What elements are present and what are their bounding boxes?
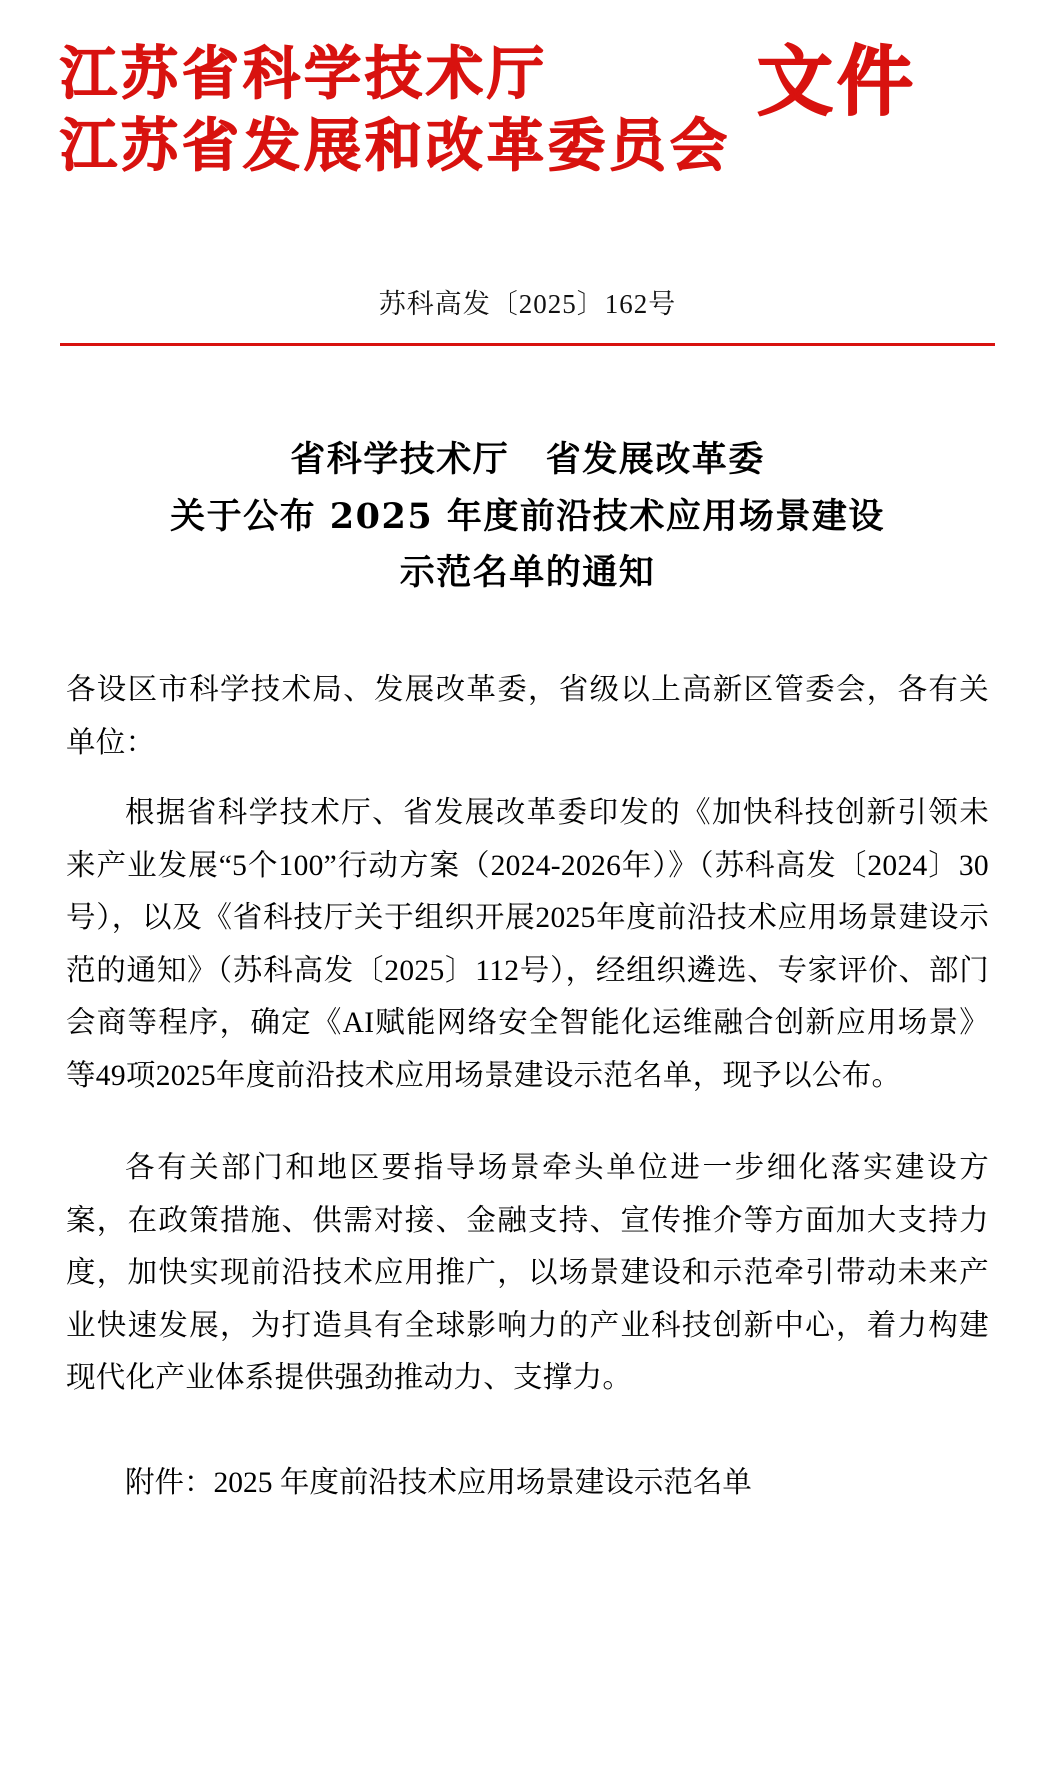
masthead-org-line-2: 江苏省发展和改革委员会 — [60, 111, 731, 179]
masthead-org-line-1: 江苏省科学技术厅 — [60, 40, 548, 107]
body-paragraph-1: 根据省科学技术厅、省发展改革委印发的《加快科技创新引领未来产业发展“5个100”行动方案（2024-2026年）》（苏科高发〔2024〕30号），以及《省科技厅关于组织开展2025年度前沿技术应用场景建设示范的通知》（苏科高发〔2025〕112号），经组织遴选、专家评价、部门会商等程序，确定《AI赋能网络安全智能化运维融合创新应用场景》等49项2025年度前沿技术应用场景建设示范名单，现予以公布。 — [66, 797, 989, 1092]
title-line-3: 示范名单的通知 — [399, 552, 656, 594]
attachment-line: 附件：2025 年度前沿技术应用场景建设示范名单 — [125, 1466, 752, 1499]
document-body — [66, 664, 989, 1509]
red-divider-rule — [60, 343, 995, 346]
masthead — [0, 0, 1055, 210]
title-line-1: 省科学技术厅 省发展改革委 — [290, 439, 765, 480]
document-number-zone — [0, 282, 1055, 321]
masthead-document-word: 文件 — [757, 37, 917, 126]
document-number: 苏科高发〔2025〕162号 — [378, 289, 677, 319]
title-line-2: 关于公布 2025 年度前沿技术应用场景建设 — [170, 495, 885, 537]
body-salutation: 各设区市科学技术局、发展改革委，省级以上高新区管委会，各有关单位： — [66, 674, 989, 759]
body-paragraph-2: 各有关部门和地区要指导场景牵头单位进一步细化落实建设方案，在政策措施、供需对接、金融支持、宣传推介等方面加大支持力度，加快实现前沿技术应用推广，以场景建设和示范牵引带动未来产业快速发展，为打造具有全球影响力的产业科技创新中心，着力构建现代化产业体系提供强劲推动力、支撑力。 — [66, 1152, 989, 1395]
document-title — [82, 432, 973, 602]
